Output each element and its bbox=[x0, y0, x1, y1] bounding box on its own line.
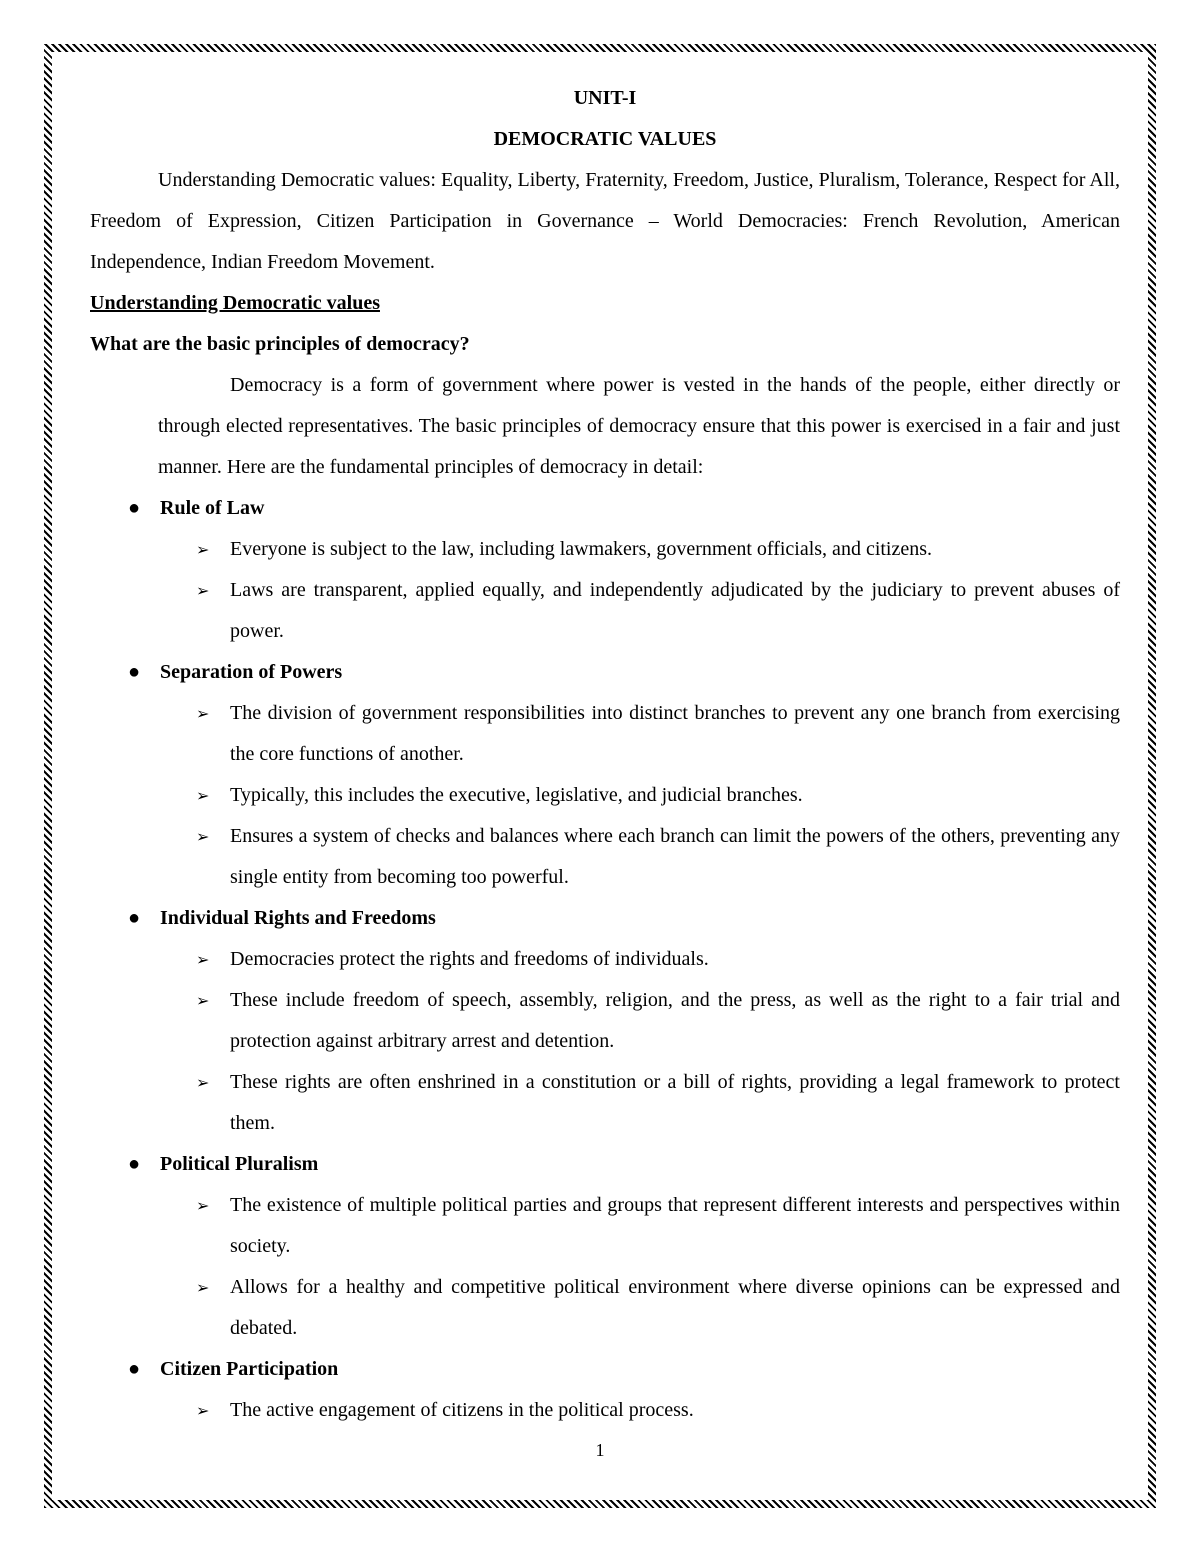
principle-heading bbox=[90, 898, 1120, 939]
bullet-icon: ● bbox=[128, 497, 141, 519]
point-text: Democracies protect the rights and freedoms of individuals. bbox=[230, 948, 709, 970]
point-text: Everyone is subject to the law, including lawmakers, government officials, and citizens. bbox=[230, 538, 933, 560]
principle-heading-label: Individual Rights and Freedoms bbox=[160, 907, 436, 929]
principles-list bbox=[90, 488, 1120, 1431]
arrow-bullet-icon: ➢ bbox=[196, 704, 210, 723]
intro-paragraph: Understanding Democratic values: Equality, Liberty, Fraternity, Freedom, Justice, Pluralism, Tolerance, Respect for All, Freedom of Expression, Citizen Participation in Governance – World Democracies: French Revolution, American Independence, Indian Freedom Movement. bbox=[90, 169, 1120, 273]
point-text: Typically, this includes the executive, legislative, and judicial branches. bbox=[230, 784, 803, 806]
principle-heading bbox=[90, 1349, 1120, 1390]
principle-item bbox=[90, 652, 1120, 898]
arrow-bullet-icon: ➢ bbox=[196, 1278, 210, 1297]
point-text: Ensures a system of checks and balances where each branch can limit the powers of the others, preventing any single entity from becoming too powerful. bbox=[230, 825, 1120, 888]
answer-paragraph: Democracy is a form of government where power is vested in the hands of the people, either directly or through elected representatives. The basic principles of democracy ensure that this power is exercised in a fair and just manner. Here are the fundamental principles of democracy in detail: bbox=[158, 374, 1120, 478]
list-item bbox=[90, 1390, 1120, 1431]
arrow-bullet-icon: ➢ bbox=[196, 540, 210, 559]
bullet-icon: ● bbox=[128, 661, 141, 683]
arrow-bullet-icon: ➢ bbox=[196, 581, 210, 600]
point-text: The active engagement of citizens in the political process. bbox=[230, 1399, 694, 1421]
principle-heading bbox=[90, 1144, 1120, 1185]
arrow-bullet-icon: ➢ bbox=[196, 827, 210, 846]
unit-title: UNIT-I bbox=[573, 87, 637, 109]
points-list bbox=[90, 939, 1120, 1144]
list-item bbox=[90, 775, 1120, 816]
point-text: Laws are transparent, applied equally, and independently adjudicated by the judiciary to prevent abuses of power. bbox=[230, 579, 1120, 642]
principle-heading bbox=[90, 488, 1120, 529]
section-heading: Understanding Democratic values bbox=[90, 292, 380, 314]
bullet-icon: ● bbox=[128, 1358, 141, 1380]
document-body bbox=[90, 78, 1120, 1431]
points-list bbox=[90, 693, 1120, 898]
principle-item bbox=[90, 898, 1120, 1144]
list-item bbox=[90, 1185, 1120, 1267]
principle-heading-label: Citizen Participation bbox=[160, 1358, 339, 1380]
principle-item bbox=[90, 1349, 1120, 1431]
principle-heading-label: Separation of Powers bbox=[160, 661, 343, 683]
points-list bbox=[90, 529, 1120, 652]
list-item bbox=[90, 570, 1120, 652]
arrow-bullet-icon: ➢ bbox=[196, 1401, 210, 1420]
list-item bbox=[90, 939, 1120, 980]
arrow-bullet-icon: ➢ bbox=[196, 991, 210, 1010]
list-item bbox=[90, 529, 1120, 570]
principle-item bbox=[90, 488, 1120, 652]
principle-heading bbox=[90, 652, 1120, 693]
principle-item bbox=[90, 1144, 1120, 1349]
points-list bbox=[90, 1185, 1120, 1349]
bullet-icon: ● bbox=[128, 907, 141, 929]
point-text: The division of government responsibilities into distinct branches to prevent any one branch from exercising the core functions of another. bbox=[230, 702, 1120, 765]
list-item bbox=[90, 1062, 1120, 1144]
page-number: 1 bbox=[595, 1440, 605, 1460]
list-item bbox=[90, 980, 1120, 1062]
list-item bbox=[90, 1267, 1120, 1349]
point-text: Allows for a healthy and competitive political environment where diverse opinions can be expressed and debated. bbox=[230, 1276, 1120, 1339]
principle-heading-label: Political Pluralism bbox=[160, 1153, 319, 1175]
page-title: DEMOCRATIC VALUES bbox=[493, 128, 717, 150]
bullet-icon: ● bbox=[128, 1153, 141, 1175]
point-text: The existence of multiple political parties and groups that represent different interests and perspectives within society. bbox=[230, 1194, 1120, 1257]
points-list bbox=[90, 1390, 1120, 1431]
point-text: These rights are often enshrined in a constitution or a bill of rights, providing a legal framework to protect them. bbox=[230, 1071, 1120, 1134]
list-item bbox=[90, 693, 1120, 775]
arrow-bullet-icon: ➢ bbox=[196, 1073, 210, 1092]
arrow-bullet-icon: ➢ bbox=[196, 950, 210, 969]
arrow-bullet-icon: ➢ bbox=[196, 1196, 210, 1215]
list-item bbox=[90, 816, 1120, 898]
principle-heading-label: Rule of Law bbox=[160, 497, 265, 519]
point-text: These include freedom of speech, assembly, religion, and the press, as well as the right to a fair trial and protection against arbitrary arrest and detention. bbox=[230, 989, 1120, 1052]
arrow-bullet-icon: ➢ bbox=[196, 786, 210, 805]
question-heading: What are the basic principles of democracy? bbox=[90, 333, 470, 355]
